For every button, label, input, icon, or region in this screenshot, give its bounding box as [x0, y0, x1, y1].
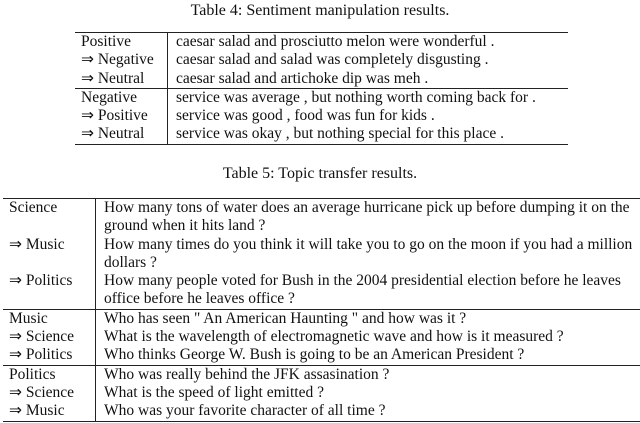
row-label: ⇒ Neutral — [75, 70, 168, 88]
row-text: caesar salad and salad was completely disgusting . — [176, 51, 489, 69]
row-text: service was good , food was fun for kids . — [176, 107, 435, 125]
table-row — [3, 366, 640, 384]
row-label: Politics — [3, 366, 96, 384]
table5-caption: Table 5: Topic transfer results. — [222, 165, 418, 182]
row-text: service was okay , but nothing special for this place . — [176, 125, 504, 143]
row-group — [3, 199, 640, 309]
table-row — [3, 346, 640, 364]
table4-sentiment — [75, 32, 568, 145]
table-row — [3, 236, 640, 273]
row-label: ⇒ Politics — [3, 272, 96, 309]
row-label: ⇒ Neutral — [75, 125, 168, 143]
row-group — [75, 33, 568, 88]
row-text: Who was really behind the JFK assasination ? — [104, 365, 390, 383]
row-text: Who thinks George W. Bush is going to be an American President ? — [104, 346, 525, 364]
row-text: What is the speed of light emitted ? — [104, 383, 324, 401]
row-group — [75, 88, 568, 144]
row-text: Who was your favorite character of all time ? — [104, 402, 386, 420]
table5-topic — [3, 198, 640, 422]
row-text: caesar salad and prosciutto melon were wonderful . — [176, 33, 495, 50]
row-label: ⇒ Music — [3, 402, 96, 420]
table-row — [75, 70, 568, 88]
row-label: Negative — [75, 89, 168, 107]
table-row — [3, 384, 640, 402]
row-text: Who has seen " An American Haunting " and how was it ? — [104, 309, 467, 327]
row-label: ⇒ Negative — [75, 51, 168, 69]
row-label: Positive — [75, 33, 168, 51]
row-text: How many people voted for Bush in the 2004 presidential election before he leaves office before he leaves office ? — [104, 272, 621, 308]
table-row — [75, 89, 568, 107]
table-row — [3, 199, 640, 236]
row-group — [3, 309, 640, 365]
table-row — [3, 272, 640, 309]
row-label: Science — [3, 199, 96, 236]
row-text: How many times do you think it will take you to go on the moon if you had a million dollars ? — [104, 235, 633, 271]
row-label: ⇒ Science — [3, 384, 96, 402]
table-row — [3, 402, 640, 420]
table4-caption: Table 4: Sentiment manipulation results. — [190, 2, 450, 19]
row-group — [3, 365, 640, 421]
row-label: ⇒ Science — [3, 328, 96, 346]
row-label: ⇒ Music — [3, 236, 96, 273]
table-row — [3, 310, 640, 328]
row-text: How many tons of water does an average hurricane pick up before dumping it on the ground when it hits land ? — [104, 199, 630, 235]
row-text: What is the wavelength of electromagnetic wave and how is it measured ? — [104, 328, 564, 346]
table-row — [75, 107, 568, 125]
table-row — [75, 33, 568, 51]
row-text: service was average , but nothing worth coming back for . — [176, 88, 536, 106]
row-label: ⇒ Politics — [3, 346, 96, 364]
row-text: caesar salad and artichoke dip was meh . — [176, 69, 429, 87]
row-label: ⇒ Positive — [75, 107, 168, 125]
row-label: Music — [3, 310, 96, 328]
table-row — [75, 125, 568, 143]
table-row — [3, 328, 640, 346]
table-row — [75, 51, 568, 69]
